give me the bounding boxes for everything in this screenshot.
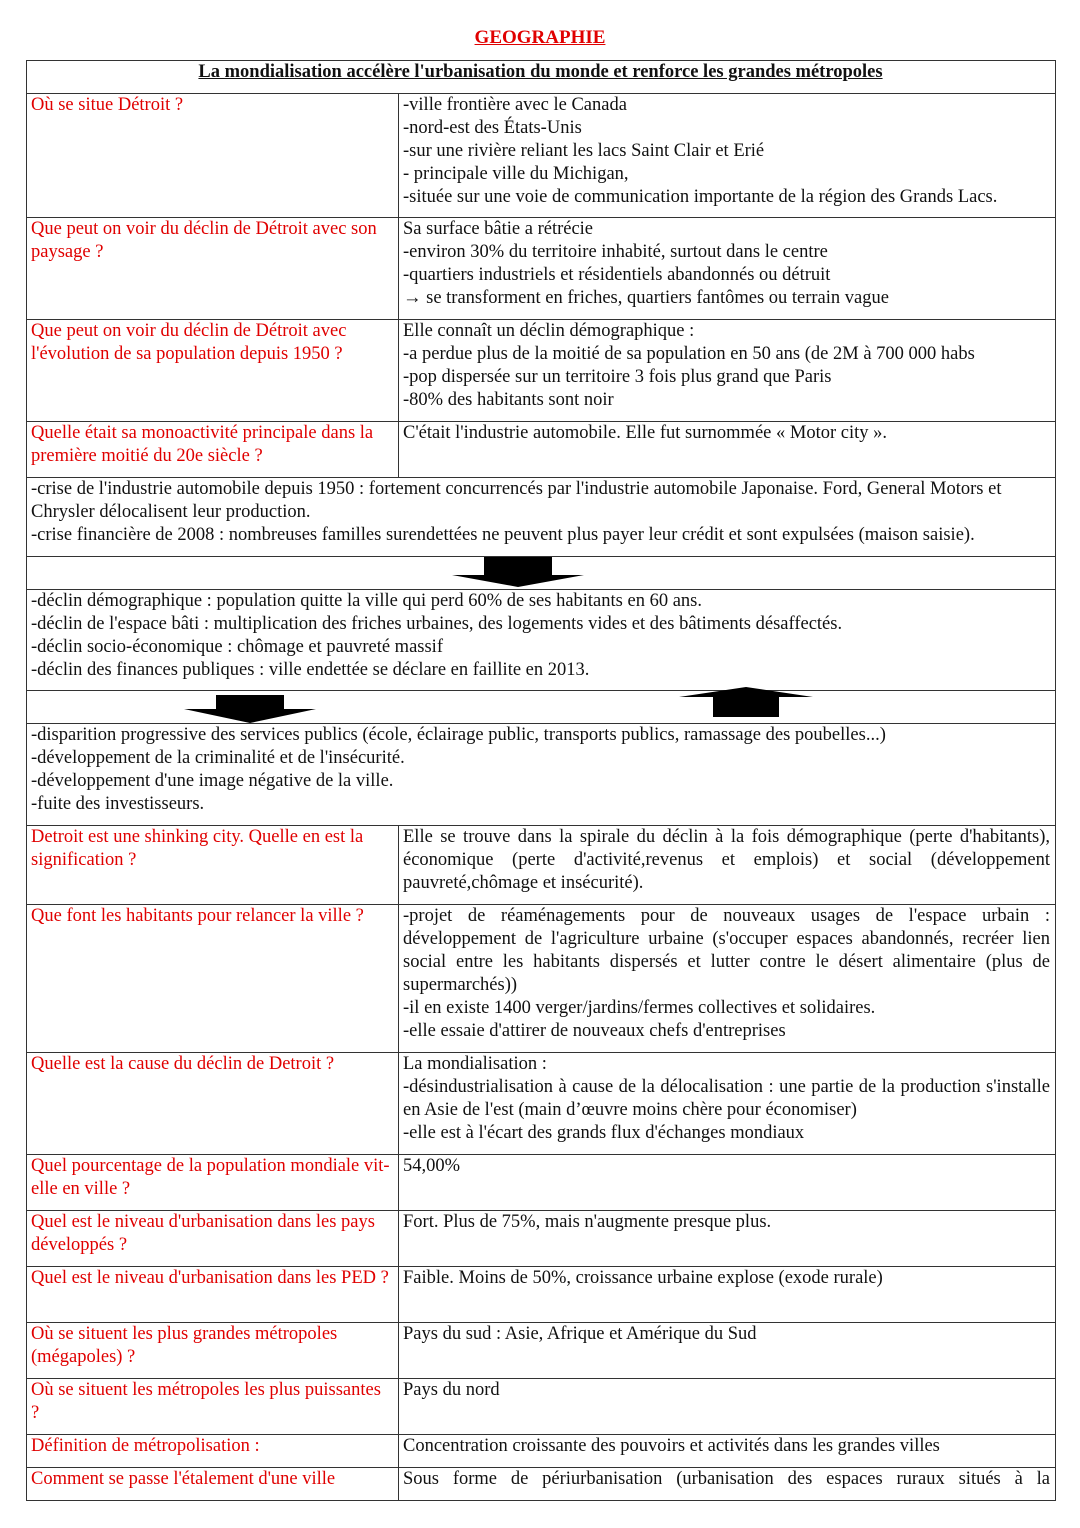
question-cell: Quel pourcentage de la population mondiale vit-elle en ville ?	[27, 1155, 399, 1211]
answer-line: -a perdue plus de la moitié de sa population en 50 ans (de 2M à 700 000 habs	[403, 344, 975, 364]
question-cell: Où se situent les plus grandes métropoles (mégapoles) ?	[27, 1323, 399, 1379]
answer-cell: Elle se trouve dans la spirale du déclin à la fois démographique (perte d'habitants), économique (perte d'activité,revenus et emplois) et social (développement pauvreté,chômage et insécurité).	[399, 826, 1056, 905]
decline-line: -déclin des finances publiques : ville endettée se déclare en faillite en 2013.	[31, 660, 590, 680]
answer-line: -projet de réaménagements pour de nouveaux usages de l'espace urbain : développement de l'agriculture urbaine (s'occuper espaces abandonnés, recréer lien social entre les habitants dispersés et lutter contre le désert alimentaire (plus de supermarchés))	[403, 906, 1055, 995]
answer-cell	[399, 422, 1056, 478]
answer-line: C'était l'industrie automobile. Elle fut surnommée « Motor city ».	[403, 423, 887, 443]
question-cell: Comment se passe l'étalement d'une ville	[27, 1468, 399, 1501]
decline-line: -déclin démographique : population quitte la ville qui perd 60% de ses habitants en 60 ans.	[31, 591, 702, 611]
answer-cell: Pays du sud : Asie, Afrique et Amérique du Sud	[399, 1323, 1056, 1379]
question-cell: Quelle est la cause du déclin de Detroit ?	[27, 1053, 399, 1155]
answer-cell: 54,00%	[399, 1155, 1056, 1211]
answer-cell: Fort. Plus de 75%, mais n'augmente presque plus.	[399, 1211, 1056, 1267]
answer-line: → se transforment en friches, quartiers fantômes ou terrain vague	[403, 288, 889, 308]
answer-cell: Faible. Moins de 50%, croissance urbaine explose (exode rurale)	[399, 1267, 1056, 1323]
answer-cell	[399, 905, 1056, 1053]
answer-line: -pop dispersée sur un territoire 3 fois plus grand que Paris	[403, 367, 832, 387]
causes-cell	[27, 478, 1056, 557]
answer-cell: Pays du nord	[399, 1379, 1056, 1435]
section-heading: La mondialisation accélère l'urbanisation du monde et renforce les grandes métropoles	[27, 61, 1056, 94]
answer-cell	[399, 320, 1056, 422]
answer-line: -environ 30% du territoire inhabité, surtout dans le centre	[403, 242, 828, 262]
answer-line: Sa surface bâtie a rétrécie	[403, 219, 594, 239]
cause-line: -crise de l'industrie automobile depuis 1950 : fortement concurrencés par l'industrie automobile Japonaise. Ford, General Motors et Chrysler délocalisent leur production.	[31, 479, 1007, 522]
arrow-row	[27, 691, 1056, 724]
answer-line: -quartiers industriels et résidentiels abandonnés ou détruit	[403, 265, 831, 285]
consequences-cell	[27, 724, 1056, 826]
question-cell: Où se situent les métropoles les plus puissantes ?	[27, 1379, 399, 1435]
answer-line: La mondialisation :	[403, 1054, 547, 1074]
question-cell: Définition de métropolisation :	[27, 1435, 399, 1468]
answer-line: -elle essaie d'attirer de nouveaux chefs d'entreprises	[403, 1021, 786, 1041]
answer-line: -80% des habitants sont noir	[403, 390, 614, 410]
down-arrow-icon	[452, 557, 584, 587]
question-cell: Que peut on voir du déclin de Détroit avec son paysage ?	[27, 218, 399, 320]
answer-cell	[399, 94, 1056, 218]
question-cell: Quel est le niveau d'urbanisation dans les pays développés ?	[27, 1211, 399, 1267]
worksheet-table	[26, 60, 1056, 1501]
answer-cell: Concentration croissante des pouvoirs et activités dans les grandes villes	[399, 1435, 1056, 1468]
answer-line: -sur une rivière reliant les lacs Saint Clair et Erié	[403, 141, 765, 161]
arrow-row	[27, 557, 1056, 590]
answer-line: Elle connaît un déclin démographique :	[403, 321, 695, 341]
answer-line: -ville frontière avec le Canada	[403, 95, 627, 115]
consequence-line: -développement d'une image négative de la ville.	[31, 771, 394, 791]
answer-line: -il en existe 1400 verger/jardins/fermes collectives et solidaires.	[403, 998, 876, 1018]
decline-line: -déclin de l'espace bâti : multiplication des friches urbaines, des logements vides et des bâtiments désaffectés.	[31, 614, 843, 634]
answer-line: -elle est à l'écart des grands flux d'échanges mondiaux	[403, 1123, 805, 1143]
consequence-line: -disparition progressive des services publics (école, éclairage public, transports publics, ramassage des poubelles...)	[31, 725, 886, 745]
decline-line: -déclin socio-économique : chômage et pauvreté massif	[31, 637, 443, 657]
answer-line: - principale ville du Michigan,	[403, 164, 629, 184]
question-cell: Que font les habitants pour relancer la ville ?	[27, 905, 399, 1053]
answer-cell	[399, 218, 1056, 320]
consequence-line: -fuite des investisseurs.	[31, 794, 205, 814]
answer-line: -nord-est des États-Unis	[403, 118, 582, 138]
down-arrow-icon	[184, 695, 316, 723]
cause-line: -crise financière de 2008 : nombreuses familles surendettées ne peuvent plus payer leur crédit et sont expulsées (maison saisie).	[31, 525, 975, 545]
answer-cell	[399, 1053, 1056, 1155]
question-cell: Que peut on voir du déclin de Détroit avec l'évolution de sa population depuis 1950 ?	[27, 320, 399, 422]
page-title: GEOGRAPHIE	[474, 27, 606, 48]
consequence-line: -développement de la criminalité et de l'insécurité.	[31, 748, 405, 768]
question-cell: Où se situe Détroit ?	[27, 94, 399, 218]
answer-line: -située sur une voie de communication importante de la région des Grands Lacs.	[403, 187, 998, 207]
question-cell: Detroit est une shinking city. Quelle en est la signification ?	[27, 826, 399, 905]
answer-cell: Sous forme de périurbanisation (urbanisation des espaces ruraux situés à la	[399, 1468, 1056, 1501]
answer-line: -désindustrialisation à cause de la délocalisation : une partie de la production s'installe en Asie de l'est (main d’œuvre moins chère pour économiser)	[403, 1077, 1055, 1120]
up-arrow-icon	[679, 687, 813, 717]
question-cell: Quel est le niveau d'urbanisation dans les PED ?	[27, 1267, 399, 1323]
question-cell: Quelle était sa monoactivité principale dans la première moitié du 20e siècle ?	[27, 422, 399, 478]
declines-cell	[27, 590, 1056, 691]
